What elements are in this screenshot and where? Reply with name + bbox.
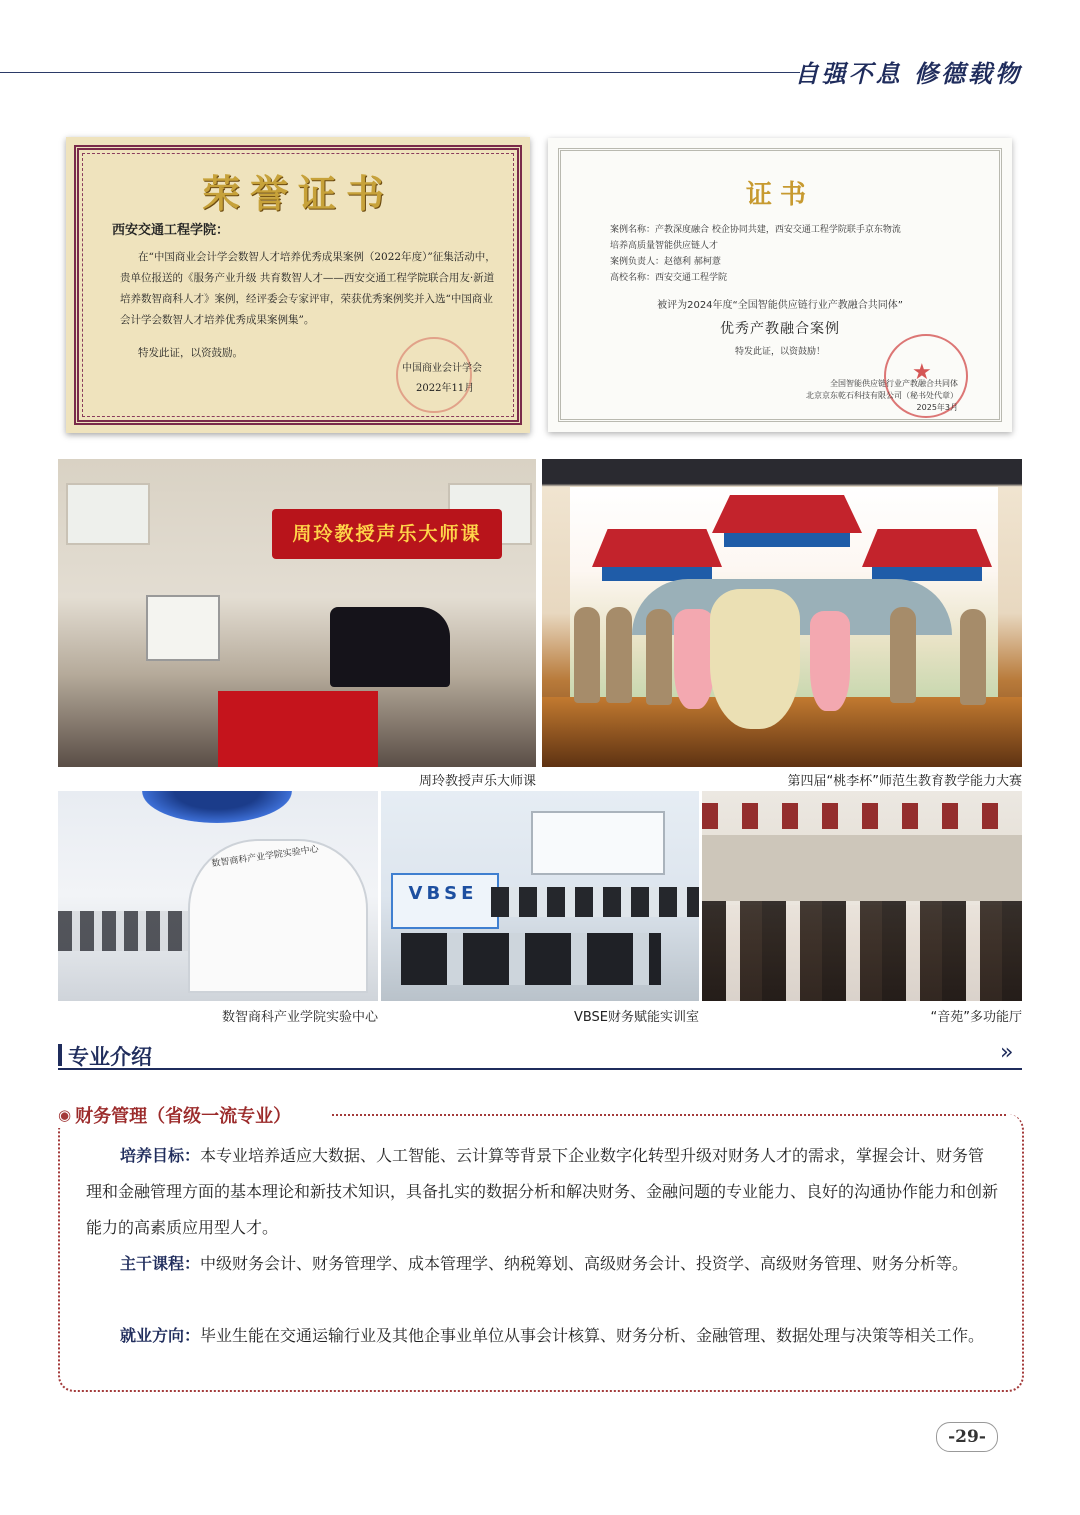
major-courses xyxy=(86,1246,998,1282)
lab-sign: 数智商科产业学院实验中心 xyxy=(211,844,320,870)
photo-caption: 数智商科产业学院实验中心 xyxy=(221,1010,378,1025)
dancer xyxy=(674,609,714,709)
photo-music-hall xyxy=(702,791,1022,1001)
pagoda-roof xyxy=(592,529,722,567)
photo-vbse-room xyxy=(381,791,699,1001)
vbse-sign: VBSE xyxy=(408,883,478,904)
certificate-closing: 特发此证，以资鼓励。 xyxy=(138,347,243,359)
major-box-top-border xyxy=(332,1114,1006,1116)
certificate-issuer: 中国商业会计学会 xyxy=(402,363,482,374)
red-table xyxy=(218,691,378,767)
dancer xyxy=(960,609,986,705)
certificate-addressee: 西安交通工程学院： xyxy=(112,223,230,238)
certificate-title: 证书 xyxy=(745,180,814,210)
seal-star-icon: ★ xyxy=(912,360,932,385)
photo-vocal-master-class xyxy=(58,459,536,767)
pagoda-roof xyxy=(712,495,862,533)
stage xyxy=(702,835,1022,905)
courses-text: 中级财务会计、财务管理学、成本管理学、纳税筹划、高级财务会计、投资学、高级财务管理、财务分析等。 xyxy=(200,1254,969,1273)
major-career xyxy=(86,1318,998,1354)
certificate-leaders: 案例负责人：赵德利 郝柯薏 xyxy=(610,257,721,267)
certificate-org-1: 全国智能供应链行业产教融合共同体 xyxy=(830,379,958,388)
certificate-title: 荣誉证书 xyxy=(201,171,394,216)
certificate-award: 优秀产教融合案例 xyxy=(720,321,840,337)
page-number: -29- xyxy=(936,1422,998,1452)
photo-caption: VBSE财务赋能实训室 xyxy=(573,1010,699,1025)
pagoda-roof xyxy=(862,529,992,567)
certificate-date: 2022年11月 xyxy=(416,383,475,394)
dancer xyxy=(890,607,916,703)
photo-stage-performance xyxy=(542,459,1022,767)
target-bullet-icon: ◉ xyxy=(58,1106,72,1124)
photo-caption: 周玲教授声乐大师课 xyxy=(418,774,536,789)
industry-certificate-image xyxy=(548,138,1012,432)
photo-caption: 第四届“桃李杯”师范生教育教学能力大赛 xyxy=(787,774,1022,789)
photo-lab-center xyxy=(58,791,378,1001)
header-motto: 自强不息 修德载物 xyxy=(794,59,1022,88)
banner-text: 周玲教授声乐大师课 xyxy=(292,523,482,545)
whiteboard xyxy=(146,595,220,661)
section-title: 专业介绍 xyxy=(68,1045,152,1069)
window xyxy=(531,811,665,875)
window xyxy=(66,483,150,545)
major-title: 财务管理（省级一流专业） xyxy=(75,1106,292,1127)
courses-label: 主干课程： xyxy=(120,1254,201,1273)
computer-monitors xyxy=(491,887,699,917)
certificate-date: 2025年3月 xyxy=(916,403,958,412)
major-goal xyxy=(86,1138,998,1246)
major-heading xyxy=(58,1102,297,1128)
photo-caption: “音苑”多功能厅 xyxy=(930,1010,1022,1025)
computer-monitors xyxy=(401,933,661,985)
ceiling-lights xyxy=(702,803,1022,829)
honor-certificate-image xyxy=(66,137,530,433)
certificate-case-name-line2: 培养高质量智能供应链人才 xyxy=(610,241,719,251)
section-rule xyxy=(58,1068,1022,1070)
certificate-body: 在“中国商业会计学会数智人才培养优秀成果案例（2022年度）”征集活动中，贵单位报送的《服务产业升级 共育数智人才——西安交通工程学院联合用友·新道培养数智商科人才》案例，经评委会专家评审，荣获优秀案例奖并入选“中国商业会计学会数智人才培养优秀成果案例集”。 xyxy=(120,251,496,326)
goal-label: 培养目标： xyxy=(120,1146,201,1165)
header-rule xyxy=(0,72,800,73)
dancer xyxy=(810,611,850,711)
dancer xyxy=(574,607,600,703)
certificate-school: 高校名称：西安交通工程学院 xyxy=(610,273,728,283)
career-text: 毕业生能在交通运输行业及其他企事业单位从事会计核算、财务分析、金融管理、数据处理与决策等相关工作。 xyxy=(200,1326,985,1345)
pagoda-band xyxy=(724,533,850,547)
dancer xyxy=(646,609,672,705)
certificate-org-2: 北京京东乾石科技有限公司（秘书处代章） xyxy=(806,391,958,400)
goal-text: 本专业培养适应大数据、人工智能、云计算等背景下企业数字化转型升级对财务人才的需求，掌握会计、财务管理和金融管理方面的基本理论和新技术知识，具备扎实的数据分析和解决财务、金融问题的专业能力、良好的沟通协作能力和创新能力的高素质应用型人才。 xyxy=(86,1146,999,1237)
audience xyxy=(702,901,1022,1001)
red-seal-stamp xyxy=(396,337,475,413)
lead-performer xyxy=(710,589,800,729)
ceiling-dome xyxy=(142,791,292,823)
dancer xyxy=(606,607,632,703)
grand-piano xyxy=(330,607,450,687)
double-chevron-icon: » xyxy=(1000,1040,1014,1065)
certificate-closing: 特发此证，以资鼓励！ xyxy=(734,347,825,357)
certificate-judged: 被评为2024年度“全国智能供应链行业产教融合共同体” xyxy=(657,300,903,311)
certificate-case-name-line1: 案例名称：产教深度融合 校企协同共建，西安交通工程学院联手京东物流 xyxy=(610,225,901,235)
section-marker xyxy=(58,1044,62,1066)
career-label: 就业方向： xyxy=(120,1326,201,1345)
